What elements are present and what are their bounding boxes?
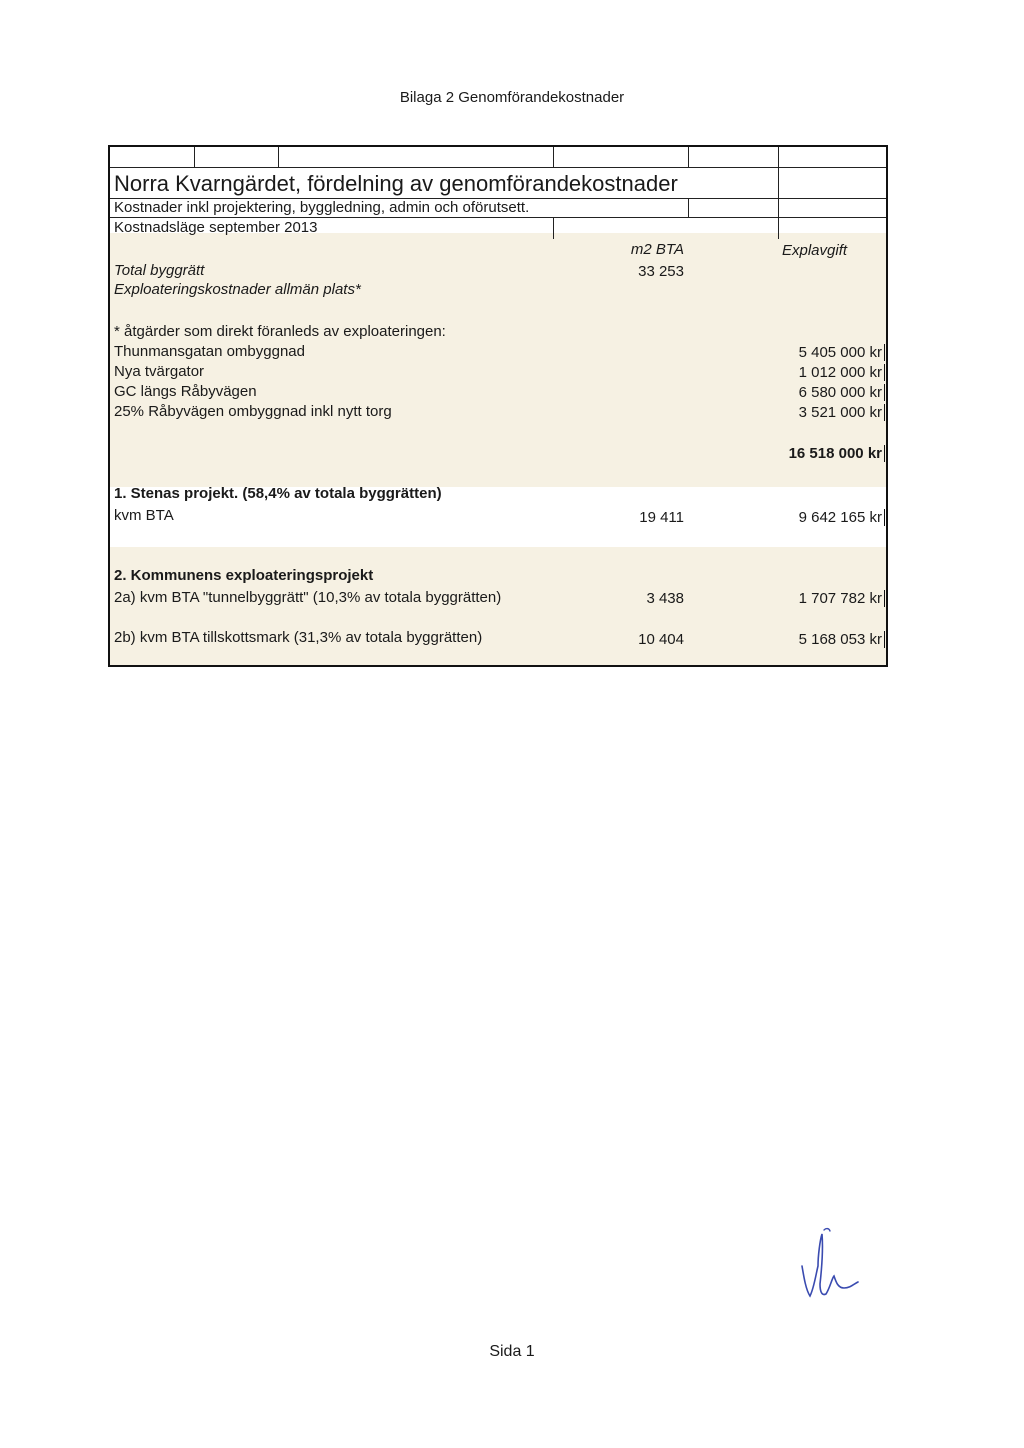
- total-byggratt-value: 33 253: [638, 263, 684, 280]
- section2-row-label: 2a) kvm BTA "tunnelbyggrätt" (10,3% av totala byggrätten): [114, 589, 502, 606]
- item-amount: 6 580 000 kr: [730, 384, 885, 401]
- grid-line: [110, 217, 886, 218]
- items-sum: 16 518 000 kr: [730, 445, 885, 462]
- measures-note: * åtgärder som direkt föranleds av exploateringen:: [114, 323, 446, 340]
- page-header: Bilaga 2 Genomförandekostnader: [399, 89, 625, 106]
- grid-line: [194, 147, 195, 167]
- item-label: Thunmansgatan ombyggnad: [114, 343, 305, 360]
- exploatering-label: Exploateringskostnader allmän plats*: [114, 281, 361, 298]
- subtitle-costs: Kostnader inkl projektering, byggledning, admin och oförutsett.: [114, 199, 530, 216]
- item-amount: 3 521 000 kr: [730, 404, 885, 421]
- section2-row-amount: 5 168 053 kr: [730, 631, 885, 648]
- grid-line: [778, 147, 779, 239]
- page-footer: Sida 1: [489, 1343, 535, 1360]
- subtitle-cost-level: Kostnadsläge september 2013: [114, 219, 318, 236]
- section1-heading: 1. Stenas projekt. (58,4% av totala byggrätten): [114, 485, 442, 502]
- item-amount: 1 012 000 kr: [730, 364, 885, 381]
- item-amount: 5 405 000 kr: [730, 344, 885, 361]
- section2-row-label: 2b) kvm BTA tillskottsmark (31,3% av totala byggrätten): [114, 629, 483, 646]
- table-title: Norra Kvarngärdet, fördelning av genomförandekostnader: [114, 171, 678, 196]
- grid-line: [688, 147, 689, 167]
- item-label: 25% Råbyvägen ombyggnad inkl nytt torg: [114, 403, 392, 420]
- grid-line: [553, 217, 554, 239]
- section1-m2: 19 411: [639, 509, 684, 526]
- section1-row-label: kvm BTA: [114, 507, 174, 524]
- total-byggratt-label: Total byggrätt: [114, 262, 205, 279]
- column-header-m2: m2 BTA: [630, 241, 684, 258]
- grid-line: [688, 198, 689, 218]
- section2-row-m2: 3 438: [646, 590, 684, 607]
- grid-line: [553, 147, 554, 167]
- signature-icon: [796, 1226, 860, 1302]
- section2-heading: 2. Kommunens exploateringsprojekt: [114, 567, 374, 584]
- section2-row-amount: 1 707 782 kr: [730, 590, 885, 607]
- cost-table: [108, 145, 888, 667]
- item-label: GC längs Råbyvägen: [114, 383, 257, 400]
- grid-line: [110, 167, 886, 168]
- section1-amount: 9 642 165 kr: [730, 509, 885, 526]
- column-header-explavgift: Explavgift: [782, 242, 848, 259]
- item-label: Nya tvärgator: [114, 363, 205, 380]
- section2-row-m2: 10 404: [638, 631, 684, 648]
- grid-line: [278, 147, 279, 167]
